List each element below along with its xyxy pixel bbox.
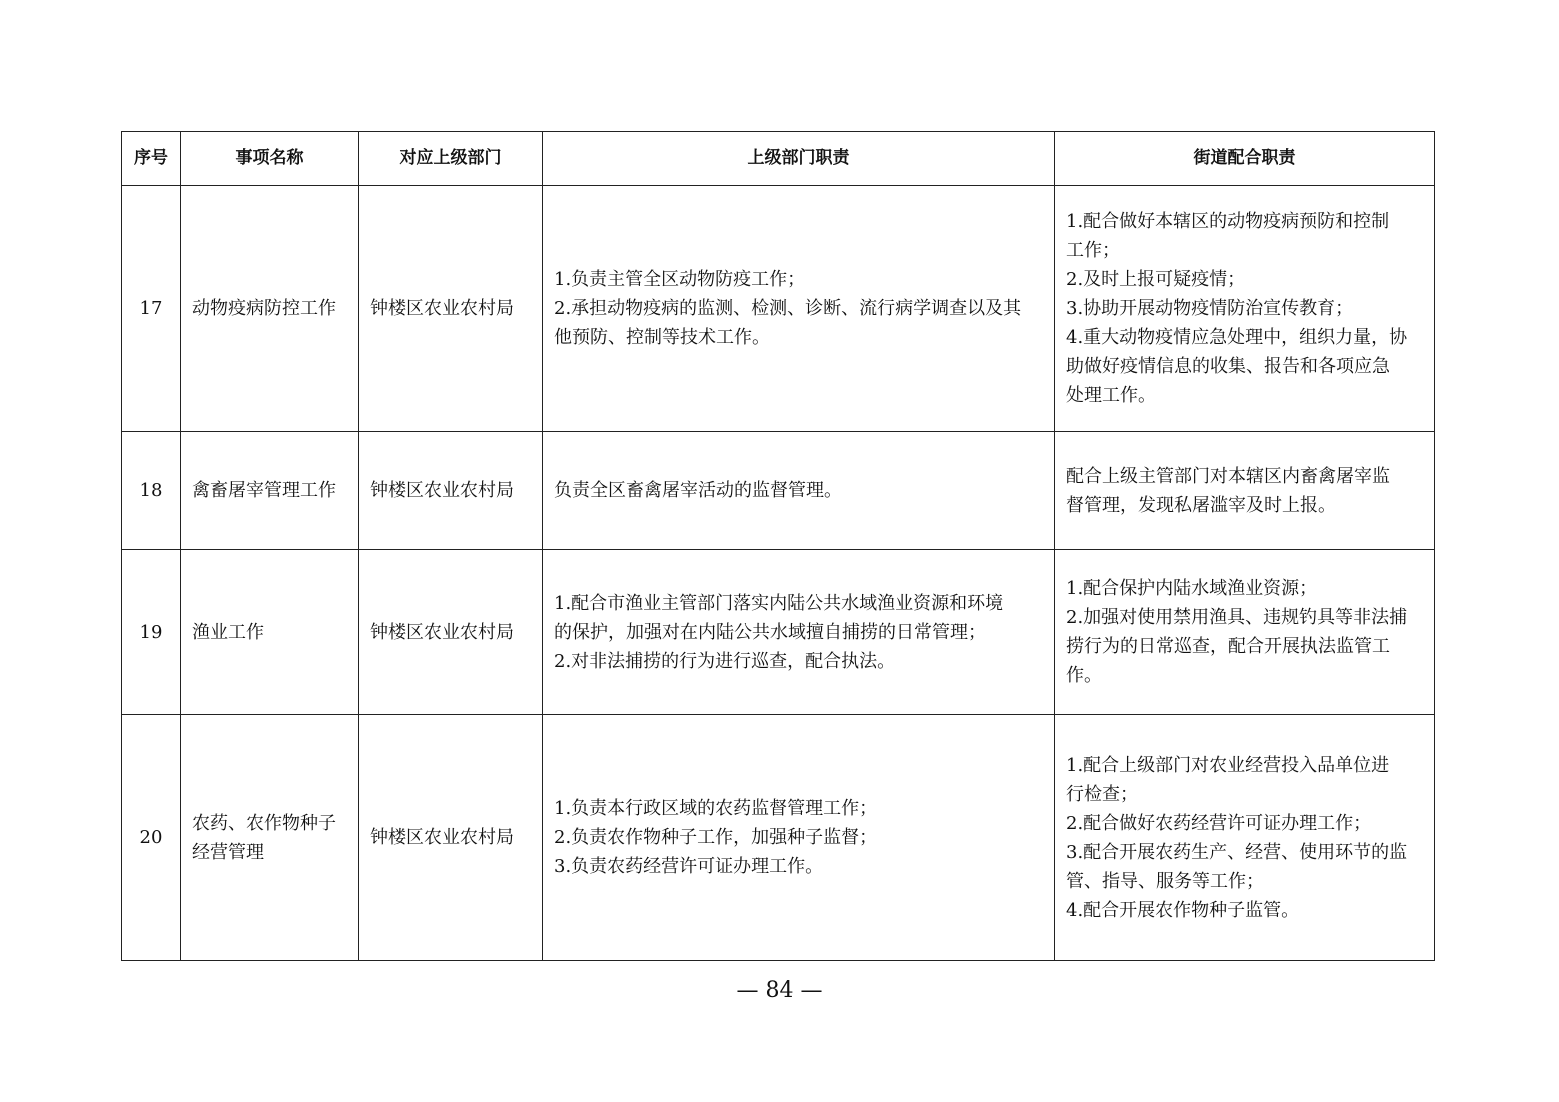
row-no: 20 (122, 715, 181, 961)
row-superior-duty (543, 715, 1055, 961)
coop-line: 4.配合开展农作物种子监管。 (1066, 899, 1300, 921)
duty-line: 2.承担动物疫病的监测、检测、诊断、流行病学调查以及其 (554, 298, 1022, 319)
row-item-name (181, 432, 359, 550)
row-item-name (181, 186, 359, 432)
coop-line: 行检查； (1066, 783, 1138, 805)
coop-line: 2.及时上报可疑疫情； (1066, 269, 1246, 290)
coop-line: 4.重大动物疫情应急处理中，组织力量，协 (1066, 327, 1408, 348)
duty-line: 1.配合市渔业主管部门落实内陆公共水域渔业资源和环境 (554, 592, 1004, 614)
row-street-coop (1055, 432, 1435, 550)
coop-line: 3.配合开展农药生产、经营、使用环节的监 (1066, 841, 1408, 863)
row-dept: 钟楼区农业农村局 (359, 550, 543, 715)
duty-line: 2.对非法捕捞的行为进行巡查，配合执法。 (554, 650, 896, 672)
duty-table (121, 131, 1435, 961)
table-row (122, 715, 1435, 961)
coop-line: 3.协助开展动物疫情防治宣传教育； (1066, 298, 1354, 319)
row-dept: 钟楼区农业农村局 (359, 432, 543, 550)
coop-line: 督管理，发现私屠滥宰及时上报。 (1066, 494, 1336, 516)
header-street-coop: 街道配合职责 (1055, 132, 1435, 186)
row-item-name (181, 715, 359, 961)
duty-line: 的保护，加强对在内陆公共水域擅自捕捞的日常管理； (554, 621, 986, 643)
duty-line: 负责全区畜禽屠宰活动的监督管理。 (554, 480, 842, 501)
table-header-row (122, 132, 1435, 186)
coop-line: 处理工作。 (1066, 385, 1156, 406)
item-name-line: 禽畜屠宰管理工作 (192, 480, 336, 501)
coop-line: 作。 (1066, 665, 1102, 686)
row-superior-duty (543, 186, 1055, 432)
coop-line: 管、指导、服务等工作； (1066, 870, 1264, 892)
coop-line: 捞行为的日常巡查，配合开展执法监管工 (1066, 636, 1390, 657)
duty-line: 1.负责本行政区域的农药监督管理工作； (554, 798, 878, 819)
row-no: 19 (122, 550, 181, 715)
row-superior-duty (543, 550, 1055, 715)
row-street-coop (1055, 186, 1435, 432)
item-name-line: 动物疫病防控工作 (192, 298, 336, 319)
header-superior-dept: 对应上级部门 (359, 132, 543, 186)
item-name-line: 渔业工作 (192, 621, 264, 643)
coop-line: 1.配合上级部门对农业经营投入品单位进 (1066, 754, 1390, 776)
header-no: 序号 (122, 132, 181, 186)
coop-line: 助做好疫情信息的收集、报告和各项应急 (1066, 356, 1390, 377)
row-dept: 钟楼区农业农村局 (359, 186, 543, 432)
row-no: 17 (122, 186, 181, 432)
table-row (122, 432, 1435, 550)
coop-line: 配合上级主管部门对本辖区内畜禽屠宰监 (1066, 465, 1390, 487)
row-item-name (181, 550, 359, 715)
row-superior-duty (543, 432, 1055, 550)
header-item-name: 事项名称 (181, 132, 359, 186)
row-street-coop (1055, 550, 1435, 715)
row-no: 18 (122, 432, 181, 550)
coop-line: 1.配合做好本辖区的动物疫病预防和控制 (1066, 211, 1390, 232)
duty-line: 3.负责农药经营许可证办理工作。 (554, 856, 824, 877)
table-row (122, 550, 1435, 715)
coop-line: 2.配合做好农药经营许可证办理工作； (1066, 812, 1372, 834)
header-superior-duty: 上级部门职责 (543, 132, 1055, 186)
row-dept: 钟楼区农业农村局 (359, 715, 543, 961)
coop-line: 工作； (1066, 240, 1120, 261)
item-name-line: 农药、农作物种子 (192, 812, 336, 834)
table-row (122, 186, 1435, 432)
row-street-coop (1055, 715, 1435, 961)
coop-line: 1.配合保护内陆水域渔业资源； (1066, 578, 1318, 599)
page-number: — 84 — (736, 978, 823, 1003)
item-name-line: 经营管理 (192, 841, 264, 863)
duty-line: 1.负责主管全区动物防疫工作； (554, 269, 806, 290)
duty-line: 2.负责农作物种子工作，加强种子监督； (554, 827, 878, 848)
coop-line: 2.加强对使用禁用渔具、违规钓具等非法捕 (1066, 607, 1408, 628)
duty-line: 他预防、控制等技术工作。 (554, 327, 770, 348)
